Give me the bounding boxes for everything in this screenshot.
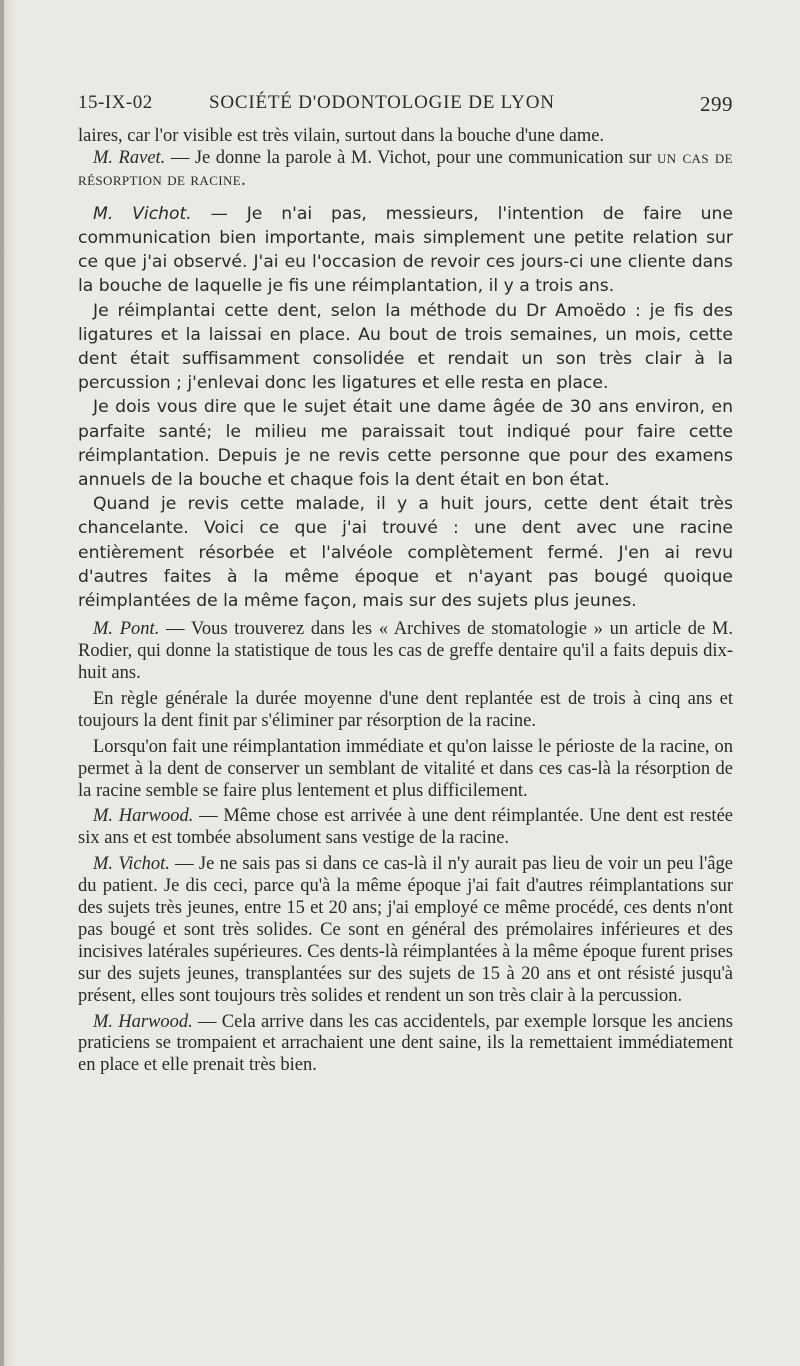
paragraph-9 xyxy=(78,737,733,803)
paragraph-text: — Cela arrive dans les cas accidentels, par exemple lorsque les anciens praticiens se trompaient et arrachaient une dent saine, ils la remettaient immédiatement en place et elle prenait très bien. xyxy=(78,1011,733,1076)
page-number: 299 xyxy=(700,92,733,116)
paragraph-5 xyxy=(78,395,733,492)
communication-title: un cas de résorption de racine. xyxy=(78,147,734,190)
paragraph-text: — Vous trouverez dans les « Archives de stomatologie » un article de M. Rodier, qui donne la statistique de tous les cas de greffe dentaire qu'il a faits depuis dix-huit ans. xyxy=(78,619,733,683)
speaker-name: M. Harwood. xyxy=(93,1011,193,1032)
paragraph-text: Lorsqu'on fait une réimplantation immédiate et qu'on laisse le périoste de la racine, on permet à la dent de conserver un semblant de vitalité et dans ces cas-là la résorption de la racine semble se faire plus lentement et plus difficilement. xyxy=(78,736,733,801)
paragraph-4 xyxy=(78,299,733,396)
paragraph-text: En règle générale la durée moyenne d'une dent replantée est de trois à cinq ans et toujours la dent finit par s'éliminer par résorption de la racine. xyxy=(78,688,733,731)
paragraph-1 xyxy=(78,126,733,148)
paragraph-text: — Même chose est arrivée à une dent réimplantée. Une dent est restée six ans et est tombée absolument sans vestige de la racine. xyxy=(78,806,733,849)
paragraph-10 xyxy=(78,806,733,850)
speaker-name: M. Pont. xyxy=(93,619,160,640)
header-society: SOCIÉTÉ D'ODONTOLOGIE DE LYON xyxy=(209,92,555,113)
paragraph-text: Je dois vous dire que le sujet était une dame âgée de 30 ans environ, en parfaite santé; le milieu me paraissait tout indiqué pour faire cette réimplantation. Depuis je ne revis cette personne que pour des examens annuels de la bouche et chaque fois la dent était en bon état. xyxy=(78,397,733,490)
paragraph-3 xyxy=(78,202,733,299)
paragraph-11 xyxy=(78,854,733,1007)
paragraph-text: — Je ne sais pas si dans ce cas-là il n'y aurait pas lieu de voir un peu l'âge du patient. Je dis ceci, parce qu'à la même époque j'ai fait d'autres réimplantations sur des sujets très jeunes, entre 15 et 20 ans; j'ai employé ce même procédé, ces dents n'ont pas bougé et sont très solides. Ce sont en général des prémolaires inférieures et des incisives latérales supérieures. Ces dents-là réimplantées à la même époque furent prises sur des sujets jeunes, transplantées sur des sujets de 15 à 20 ans et ont résisté jusqu'à présent, elles sont toujours très solides et rendent un son très clair à la percussion. xyxy=(78,854,733,1006)
speaker-name: M. Ravet. xyxy=(93,147,166,168)
header-date: 15-IX-02 xyxy=(78,92,153,113)
speaker-name: M. Vichot. xyxy=(93,854,170,875)
paragraph-6 xyxy=(78,492,733,613)
speaker-name: M. Harwood. xyxy=(93,806,194,827)
page-spine-shadow xyxy=(0,0,4,1366)
paragraph-text: Je réimplantai cette dent, selon la méthode du Dr Amoëdo : je fis des ligatures et la laissai en place. Au bout de trois semaines, un mois, cette dent était suffisamment consolidée et rendait un son très clair à la percussion ; j'enlevai donc les ligatures et elle resta en place. xyxy=(78,300,733,394)
page-body xyxy=(78,126,733,1077)
paragraph-text: — Je n'ai pas, messieurs, l'intention de faire une communication bien importante, mais simplement une petite relation sur ce que j'ai observé. J'ai eu l'occasion de revoir ces jours-ci une cliente dans la bouche de laquelle je fis une réimplantation, il y a trois ans. xyxy=(78,203,733,297)
paragraph-7 xyxy=(78,619,733,685)
speaker-name: M. Vichot. xyxy=(93,203,192,224)
paragraph-text: Quand je revis cette malade, il y a huit jours, cette dent était très chancelante. Voici ce que j'ai trouvé : une dent avec une racine entièrement résorbée et l'alvéole complètement fermé. J'en ai revu d'autres faites à la même époque et n'ayant pas bougé quoique réimplantées de la même façon, mais sur des sujets plus jeunes. xyxy=(78,494,733,611)
paragraph-text: laires, car l'or visible est très vilain, surtout dans la bouche d'une dame. xyxy=(78,126,605,146)
paragraph-12 xyxy=(78,1012,733,1078)
paragraph-8 xyxy=(78,689,733,733)
paragraph-2 xyxy=(78,148,733,192)
paragraph-text: — Je donne la parole à M. Vichot, pour une communication sur xyxy=(165,147,657,168)
